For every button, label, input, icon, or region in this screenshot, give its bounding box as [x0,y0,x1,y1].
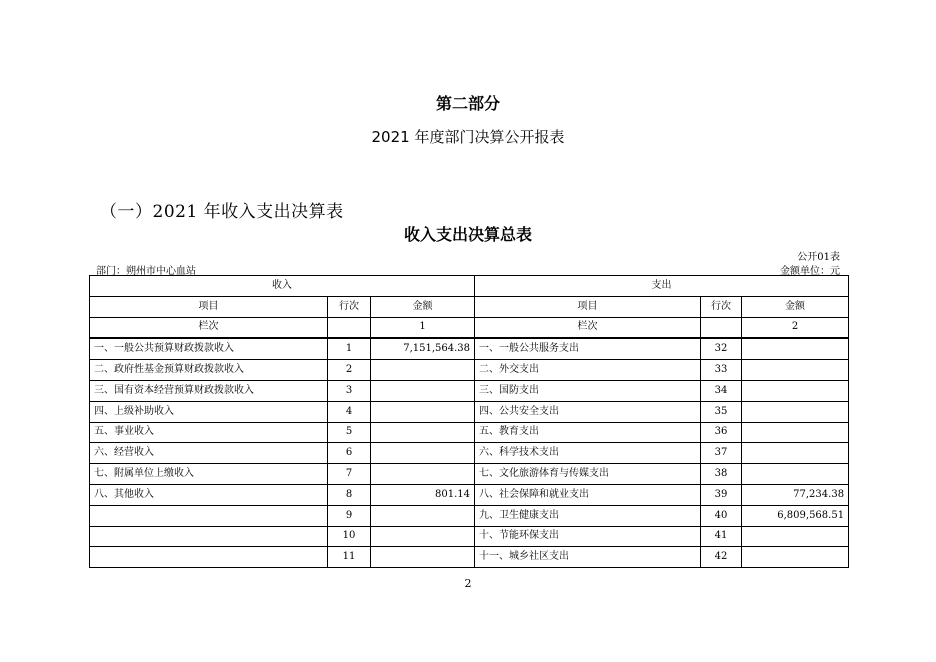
income-row-no-header: 行次 [328,296,371,317]
expense-amount-cell [742,547,849,568]
expense-item-cell: 七、文化旅游体育与传媒支出 [475,464,701,485]
income-amount-cell [371,526,475,547]
income-row-no-cell: 5 [328,422,371,443]
expense-item-cell: 九、卫生健康支出 [475,505,701,526]
amount-unit-label: 金额单位：元 [780,266,840,277]
expense-item-cell: 八、社会保障和就业支出 [475,484,701,505]
table-column-header [90,296,849,317]
report-title: 2021 年度部门决算公开报表 [371,128,565,146]
expense-row-no-cell: 39 [701,484,742,505]
expense-item-cell: 十一、城乡社区支出 [475,547,701,568]
income-row-no-cell: 6 [328,443,371,464]
expense-amount-cell [742,401,849,422]
expense-amount-cell [742,380,849,401]
income-row-no-cell: 10 [328,526,371,547]
table-section-header [90,276,849,297]
income-row-no-cell: 1 [328,338,371,359]
income-item-cell: 六、经营收入 [90,443,328,464]
expense-row-no-cell: 33 [701,360,742,381]
table-row [90,484,849,505]
income-amount-cell [371,380,475,401]
income-amount-cell: 7,151,564.38 [371,338,475,359]
table-column-number-row [90,317,849,338]
expense-amount-cell: 77,234.38 [742,484,849,505]
expense-row-no-cell: 41 [701,526,742,547]
income-item-cell [90,526,328,547]
table-row [90,547,849,568]
income-item-cell [90,505,328,526]
table-title: 收入支出决算总表 [403,225,532,244]
income-amount-cell [371,360,475,381]
table-row [90,443,849,464]
expense-item-cell: 六、科学技术支出 [475,443,701,464]
income-row-no-cell: 7 [328,464,371,485]
income-column-no-label: 栏次 [90,317,328,338]
income-amount-cell [371,547,475,568]
part-title: 第二部分 [435,94,500,113]
expense-header: 支出 [475,276,849,297]
income-item-cell: 三、国有资本经营预算财政拨款收入 [90,380,328,401]
table-row [90,505,849,526]
income-amount-cell [371,401,475,422]
page-number: 2 [464,577,472,590]
expense-amount-cell [742,360,849,381]
table-row [90,401,849,422]
expense-row-no-cell: 32 [701,338,742,359]
expense-row-no-header: 行次 [701,296,742,317]
expense-item-cell: 二、外交支出 [475,360,701,381]
table-row [90,526,849,547]
income-row-no-cell: 9 [328,505,371,526]
expense-amount-cell [742,526,849,547]
expense-amount-cell [742,338,849,359]
table-row [90,422,849,443]
income-amount-cell [371,443,475,464]
income-expense-table [89,275,849,568]
table-row [90,360,849,381]
expense-item-cell: 四、公共安全支出 [475,401,701,422]
expense-row-no-cell: 34 [701,380,742,401]
income-item-cell: 二、政府性基金预算财政拨款收入 [90,360,328,381]
expense-item-cell: 五、教育支出 [475,422,701,443]
income-item-header: 项目 [90,296,328,317]
expense-row-no-cell: 36 [701,422,742,443]
expense-item-header: 项目 [475,296,701,317]
expense-row-no-cell: 35 [701,401,742,422]
income-amount-cell [371,464,475,485]
expense-amount-cell: 6,809,568.51 [742,505,849,526]
expense-column-no-label: 栏次 [475,317,701,338]
expense-column-no: 2 [742,317,849,338]
table-row [90,338,849,359]
expense-amount-header: 金额 [742,296,849,317]
income-amount-cell [371,422,475,443]
form-code: 公开01表 [797,252,840,263]
expense-amount-cell [742,422,849,443]
table-body [90,338,849,567]
expense-amount-cell [742,443,849,464]
income-column-no: 1 [371,317,475,338]
expense-item-cell: 一、一般公共服务支出 [475,338,701,359]
table-row [90,380,849,401]
income-item-cell: 八、其他收入 [90,484,328,505]
department-label: 部门：朔州市中心血站 [96,266,196,277]
income-item-cell: 一、一般公共预算财政拨款收入 [90,338,328,359]
income-row-no-cell: 3 [328,380,371,401]
income-header: 收入 [90,276,475,297]
expense-item-cell: 三、国防支出 [475,380,701,401]
expense-row-no-cell: 40 [701,505,742,526]
income-row-no-cell: 8 [328,484,371,505]
table-row [90,464,849,485]
income-amount-header: 金额 [371,296,475,317]
income-amount-cell: 801.14 [371,484,475,505]
expense-item-cell: 十、节能环保支出 [475,526,701,547]
expense-amount-cell [742,464,849,485]
income-amount-cell [371,505,475,526]
income-item-cell: 五、事业收入 [90,422,328,443]
expense-row-no-cell: 38 [701,464,742,485]
income-row-no-cell: 11 [328,547,371,568]
income-item-cell: 七、附属单位上缴收入 [90,464,328,485]
empty-cell [328,317,371,338]
income-item-cell [90,547,328,568]
expense-row-no-cell: 37 [701,443,742,464]
expense-row-no-cell: 42 [701,547,742,568]
income-row-no-cell: 2 [328,360,371,381]
income-row-no-cell: 4 [328,401,371,422]
section-title: （一）2021 年收入支出决算表 [100,202,344,222]
income-item-cell: 四、上级补助收入 [90,401,328,422]
empty-cell [701,317,742,338]
